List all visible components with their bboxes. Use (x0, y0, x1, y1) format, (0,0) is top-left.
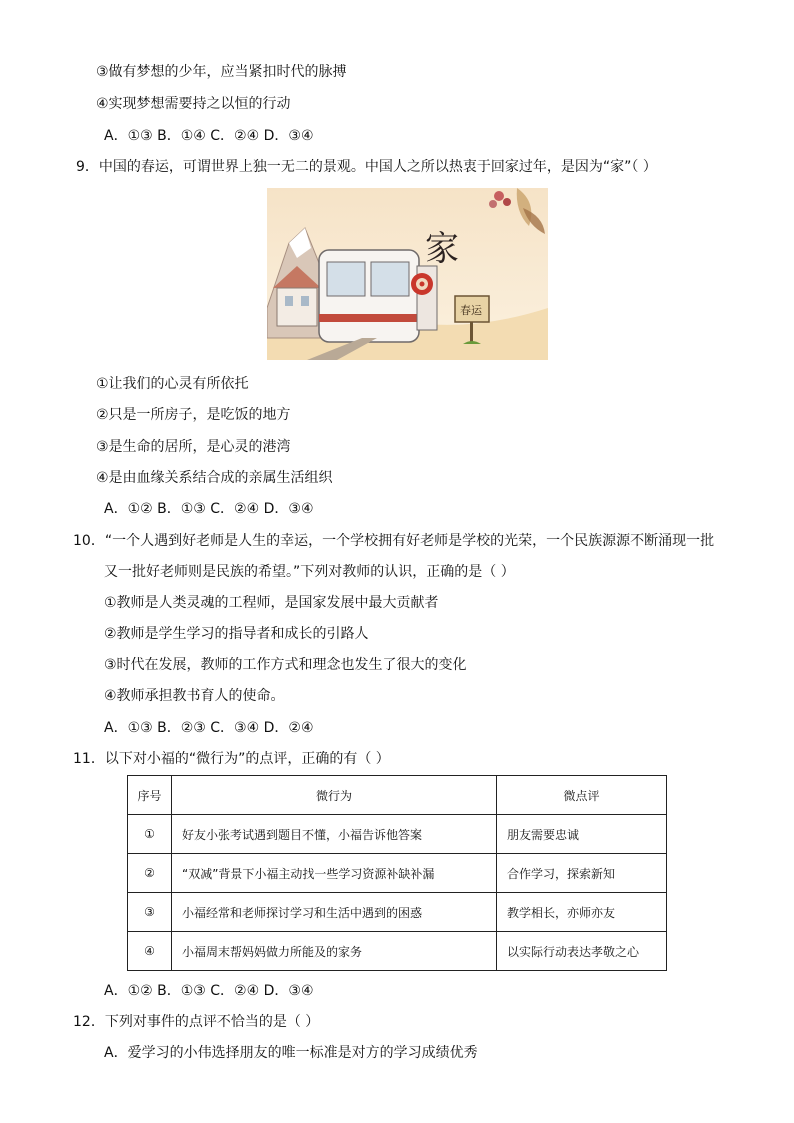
q10-stem-line-1: 10．“一个人遇到好老师是人生的幸运，一个学校拥有好老师是学校的光荣，一个民族源源不断涌现一批 (73, 533, 715, 549)
table-cell-comment: 合作学习，探索新知 (497, 854, 667, 893)
q12-option-a: A．爱学习的小伟选择朋友的唯一标准是对方的学习成绩优秀 (104, 1045, 478, 1061)
table-row (128, 893, 667, 932)
q8-options: A．①③ B．①④ C．②④ D．③④ (104, 128, 314, 144)
q11-options: A．①② B．①③ C．②④ D．③④ (104, 983, 314, 999)
q11-stem: 11．以下对小福的“微行为”的点评，正确的有（ ） (73, 751, 390, 767)
illustration-sign-text: 春运 (460, 304, 482, 317)
table-cell-behavior: “双减”背景下小福主动找一些学习资源补缺补漏 (172, 854, 497, 893)
q9-stem: 9．中国的春运，可谓世界上独一无二的景观。中国人之所以热衷于回家过年，是因为“家”（ ） (76, 159, 657, 175)
q8-item-4: ④实现梦想需要持之以恒的行动 (96, 96, 291, 112)
q10-item-3: ③时代在发展，教师的工作方式和理念也发生了很大的变化 (104, 657, 467, 673)
table-cell-index: ① (128, 815, 172, 854)
q9-item-3: ③是生命的居所，是心灵的港湾 (96, 439, 291, 455)
q10-item-2: ②教师是学生学习的指导者和成长的引路人 (104, 626, 369, 642)
illustration-svg (267, 188, 548, 360)
q10-stem-line-2: 又一批好老师则是民族的希望。”下列对教师的认识，正确的是（ ） (104, 564, 515, 580)
table-header-cell: 微点评 (497, 776, 667, 815)
q8-item-3: ③做有梦想的少年，应当紧扣时代的脉搏 (96, 64, 347, 80)
q9-item-4: ④是由血缘关系结合成的亲属生活组织 (96, 470, 333, 486)
table-row (128, 815, 667, 854)
table-cell-behavior: 小福周末帮妈妈做力所能及的家务 (172, 932, 497, 971)
table-cell-behavior: 好友小张考试遇到题目不懂，小福告诉他答案 (172, 815, 497, 854)
table-cell-behavior: 小福经常和老师探讨学习和生活中遇到的困惑 (172, 893, 497, 932)
table-cell-index: ② (128, 854, 172, 893)
table-row (128, 932, 667, 971)
q9-item-2: ②只是一所房子，是吃饭的地方 (96, 407, 291, 423)
table-cell-comment: 以实际行动表达孝敬之心 (497, 932, 667, 971)
table-row (128, 854, 667, 893)
table-header-cell: 微行为 (172, 776, 497, 815)
table-cell-index: ④ (128, 932, 172, 971)
table-cell-comment: 朋友需要忠诚 (497, 815, 667, 854)
q11-table (127, 775, 667, 971)
q9-item-1: ①让我们的心灵有所依托 (96, 376, 249, 392)
q10-item-4: ④教师承担教书育人的使命。 (104, 688, 285, 704)
q10-item-1: ①教师是人类灵魂的工程师，是国家发展中最大贡献者 (104, 595, 439, 611)
q12-stem: 12．下列对事件的点评不恰当的是（ ） (73, 1014, 320, 1030)
table-cell-comment: 教学相长，亦师亦友 (497, 893, 667, 932)
spring-festival-travel-illustration (267, 188, 548, 360)
table-cell-index: ③ (128, 893, 172, 932)
q10-options: A．①③ B．②③ C．③④ D．②④ (104, 720, 314, 736)
q9-options: A．①② B．①③ C．②④ D．③④ (104, 501, 314, 517)
table-header-row (128, 776, 667, 815)
table-header-cell: 序号 (128, 776, 172, 815)
illustration-char: 家 (425, 229, 459, 269)
